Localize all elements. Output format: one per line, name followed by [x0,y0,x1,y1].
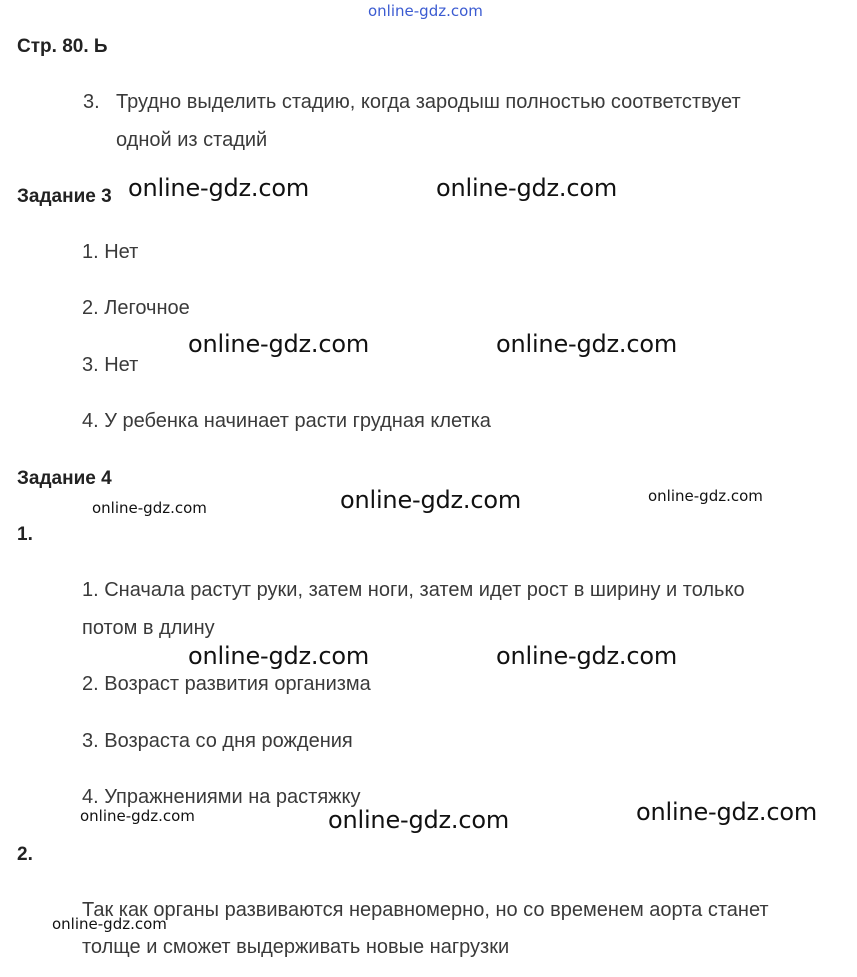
intro-item-number: 3. [83,91,100,113]
watermark-text: online-gdz.com [340,486,522,514]
task3-item-2: 2. Легочное [82,297,190,319]
task3-item-3: 3. Нет [82,354,139,376]
task4-item-2: 2. Возраст развития организма [82,673,371,695]
watermark-text: online-gdz.com [436,174,618,202]
watermark-text: online-gdz.com [188,330,370,358]
task3-item-4: 4. У ребенка начинает расти грудная клетка [82,410,491,432]
task4-item-1-line1: 1. Сначала растут руки, затем ноги, затем идет рост в ширину и только [82,579,745,601]
watermark-top: online-gdz.com [368,2,483,20]
task4-part2-line1: Так как органы развиваются неравномерно, но со временем аорта станет [82,899,769,921]
task4-part1-label: 1. [17,524,33,545]
watermark-text: online-gdz.com [496,642,678,670]
intro-item-line2: одной из стадий [116,129,268,151]
watermark-text: online-gdz.com [188,642,370,670]
watermark-text-small: online-gdz.com [648,487,763,505]
task4-part2-line2: толще и сможет выдерживать новые нагрузки [82,936,510,958]
intro-item-line1: Трудно выделить стадию, когда зародыш полностью соответствует [116,91,741,113]
task3-title: Задание 3 [17,186,112,207]
watermark-text: online-gdz.com [328,806,510,834]
watermark-text: online-gdz.com [496,330,678,358]
watermark-text: online-gdz.com [128,174,310,202]
watermark-text-small: online-gdz.com [92,499,207,517]
task3-item-1: 1. Нет [82,241,139,263]
task4-item-3: 3. Возраста со дня рождения [82,730,353,752]
task4-title: Задание 4 [17,468,112,489]
watermark-text-small: online-gdz.com [80,807,195,825]
task4-item-1-line2: потом в длину [82,617,215,639]
watermark-text-small: online-gdz.com [52,915,167,933]
task4-item-4: 4. Упражнениями на растяжку [82,786,361,808]
page-label: Стр. 80. Ь [17,36,108,57]
task4-part2-label: 2. [17,844,33,865]
watermark-text: online-gdz.com [636,798,818,826]
